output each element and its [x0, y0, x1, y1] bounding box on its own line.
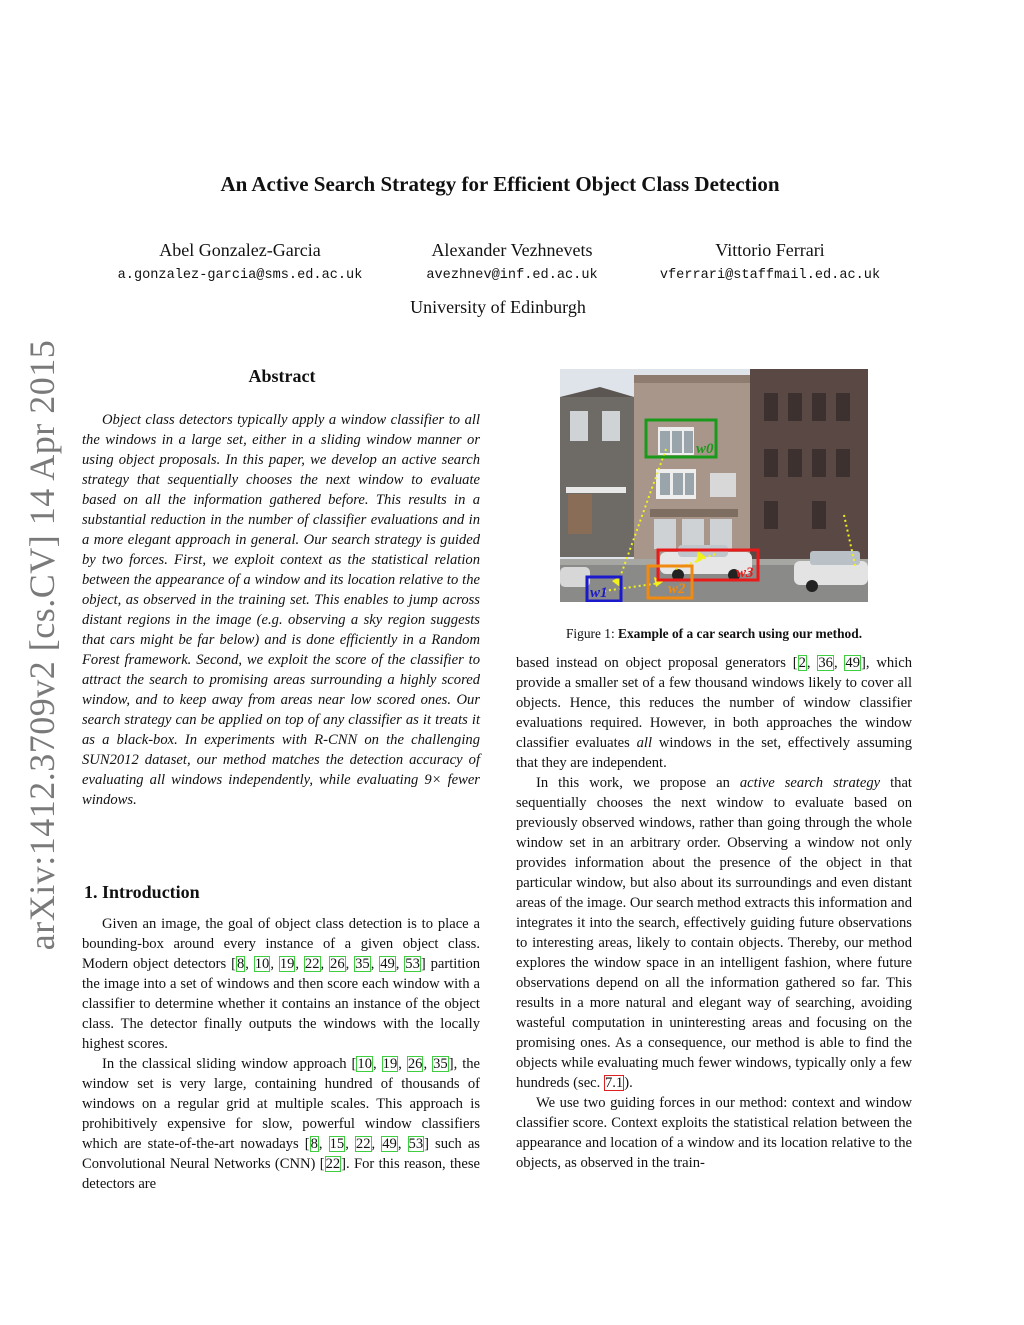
text-span: ]. For this reason, these detectors are	[82, 1156, 480, 1192]
porch-rail	[566, 487, 626, 493]
building-cornice	[634, 375, 750, 383]
caption-bold: Example of a car search using our method.	[618, 626, 863, 641]
text-span: In the classical sliding window approach [	[102, 1056, 357, 1072]
citation-link[interactable]: 19	[382, 1056, 398, 1072]
window-pane	[812, 393, 826, 421]
text-span: based instead on object proposal generators [	[516, 655, 798, 671]
text-span: ], which provide a smaller set of a few thousand windows likely to cover all objects. Hence, this reduces the number of window classifier evaluations required. However, in both approaches the window classifier evaluates	[516, 655, 913, 751]
window-pane	[764, 393, 778, 421]
window-pane	[710, 473, 736, 497]
author-email-1: a.gonzalez-garcia@sms.ed.ac.uk	[117, 268, 363, 283]
window-pane	[812, 501, 826, 529]
citation-link[interactable]: 49	[845, 655, 861, 671]
window-pane	[710, 519, 732, 549]
section-ref-link[interactable]: 7.1	[604, 1075, 624, 1091]
window-pane	[570, 411, 588, 441]
author-name-1: Abel Gonzalez-Garcia	[159, 240, 321, 260]
citation-link[interactable]: 53	[408, 1136, 424, 1152]
window-pane	[764, 449, 778, 477]
label-w2: w2	[668, 581, 686, 597]
intro-right-column	[516, 653, 912, 1173]
intro-paragraph-1: Given an image, the goal of object class detection is to place a bounding-box around every instance of a given object class. Modern object detectors [8, 10, 19, 22, 26, 35, 49, 53] partition the image into a set of windows and then score each window with a classifier to determine whether it contains an instance of the object class. The detector finally outputs the windows with the locally highest scores.	[82, 916, 481, 1052]
window-pane	[788, 393, 802, 421]
citation-link[interactable]: 26	[330, 956, 345, 972]
emphasis: active search strategy	[739, 775, 881, 791]
label-w0: w0	[696, 441, 714, 457]
figure-car-search	[560, 369, 868, 602]
affiliation: University of Edinburgh	[410, 297, 586, 317]
window-pane	[764, 501, 778, 529]
car-wheel	[806, 580, 818, 592]
citation-link[interactable]: 49	[382, 1136, 397, 1152]
intro-paragraph-4	[516, 773, 912, 1093]
figure-caption	[516, 626, 912, 642]
abstract-text: Object class detectors typically apply a window classifier to all the windows in a large set, either in a sliding window manner or using object proposals. In this paper, we develop an active search strategy that sequentially chooses the next window to evaluate based on all the information gathered before. This results in a substantial reduction in the number of classifier evaluations and in a more elegant approach in general. Our search strategy is guided by two forces. First, we exploit context as the statistical relation between the appearance of a window and its location relative to the object, as observed in the training set. This enables to jump across distant regions in the image (e.g. observing a sky region suggests that cars might be far below) and is done efficiently in a Random Forest framework. Second, we exploit the score of the classifier to attract the search to promising areas surrounding a highly scored window, and to keep away from areas near low scored ones. Our search strategy can be applied on top of any classifier as it treats it as a black-box. In experiments with R-CNN on the challenging SUN2012 dataset, our method matches the detection accuracy of evaluating all windows independently, while evaluating 9× fewer windows.	[82, 412, 480, 808]
window-pane	[660, 473, 670, 495]
text-span: ] partition the image into a set of windows and then score each window with a classifier to determine whether it contains an instance of the object class. The detector finally outputs the windows with the locally highest scores.	[82, 956, 481, 1052]
citation-link[interactable]: 8	[310, 1136, 318, 1152]
author-email-2: avezhnev@inf.ed.ac.uk	[426, 268, 598, 283]
section-heading-introduction: 1. Introduction	[84, 882, 200, 902]
citation-link[interactable]: 36	[818, 655, 833, 671]
caption-prefix: Figure 1:	[565, 626, 619, 641]
citation-link[interactable]: 22	[355, 1136, 371, 1152]
text-span: ], the window set is very large, containing hundred of thousands of windows on a regular grid at multiple scales. This approach is prohibitively expensive for slow, powerful window classifiers which are state-of-the-art nowadays [	[82, 1056, 481, 1152]
citation-link[interactable]: 2	[798, 655, 806, 671]
car-window	[810, 551, 860, 565]
intro-left-column	[82, 914, 480, 1194]
intro-paragraph-2: In the classical sliding window approach [10, 19, 26, 35], the window set is very large, containing hundred of thousands of windows on a regular grid at multiple scales. This approach is prohibitively expensive for slow, powerful window classifiers which are state-of-the-art nowadays [8, 15, 22, 49, 53] such as Convolutional Neural Networks (CNN) [22]. For this reason, these detectors are	[82, 1056, 481, 1192]
porch-wall	[568, 494, 592, 534]
window-pane	[654, 519, 676, 549]
citation-link[interactable]: 10	[357, 1056, 372, 1072]
window-pane	[672, 431, 682, 453]
citation-link[interactable]: 8	[236, 956, 245, 972]
citation-link[interactable]: 22	[304, 956, 320, 972]
window-pane	[682, 519, 704, 549]
text-span: windows in the set, effectively assuming that they are independent.	[516, 735, 912, 771]
window-pane	[684, 431, 693, 453]
author-email-3: vferrari@staffmail.ed.ac.uk	[659, 268, 881, 283]
author-name-2: Alexander Vezhnevets	[431, 240, 593, 260]
window-pane	[812, 449, 826, 477]
arxiv-identifier: arXiv:1412.3709v2 [cs.CV] 14 Apr 2015	[22, 339, 62, 951]
paper-title: An Active Search Strategy for Efficient Object Class Detection	[220, 172, 780, 196]
label-w3: w3	[736, 565, 754, 581]
emphasis: all	[636, 735, 653, 751]
window-pane	[685, 473, 694, 495]
label-w1: w1	[590, 585, 608, 601]
citation-link[interactable]: 26	[407, 1056, 423, 1072]
text-span: ] such as Convolutional Neural Networks (CNN) [	[82, 1136, 480, 1172]
citation-link[interactable]: 53	[405, 956, 420, 972]
text-span: that sequentially chooses the next window to evaluate based on previously observed windows, rather than going through the whole window set in an arbitrary order. Observing a window not only provides information about the presence of the object in that particular window, but also about its surroundings and even distant areas of the image. Our search method extracts this information and integrates it into the search, effectively guiding future observations to interesting areas, likely to contain objects. Thereby, our method explores the window space in an intelligent fashion, where future observations depend on all the information gathered so far. This results in a more natural and elegant way of searching, avoiding wasteful computation in uninteresting areas and focusing on the promising ones. As a consequence, our method is able to find the objects while evaluating much fewer windows, typically only a few hundreds (sec.	[516, 775, 912, 1091]
citation-link[interactable]: 49	[380, 956, 395, 972]
window-pane	[836, 393, 850, 421]
text-span: ).	[624, 1075, 633, 1091]
citation-link[interactable]: 35	[433, 1056, 448, 1072]
citation-link[interactable]: 35	[355, 956, 370, 972]
window-pane	[602, 411, 620, 441]
intro-paragraph-3: based instead on object proposal generators [2, 36, 49], which provide a smaller set of a few thousand windows likely to cover all objects. Hence, this reduces the number of window classifier evaluations required. However, in both approaches the window classifier evaluates all windows in the set, effectively assuming that they are independent.	[516, 655, 913, 771]
ledge	[650, 509, 738, 517]
citation-link[interactable]: 10	[254, 956, 270, 972]
window-pane	[836, 449, 850, 477]
citation-link[interactable]: 15	[329, 1136, 345, 1152]
citation-link[interactable]: 19	[279, 956, 295, 972]
window-pane	[673, 473, 683, 495]
window-pane	[788, 449, 802, 477]
text-span: In this work, we propose an	[536, 775, 740, 791]
text-span: Given an image, the goal of object class detection is to place a bounding-box around every instance of a given object class. Modern object detectors [	[82, 916, 480, 972]
intro-paragraph-5: We use two guiding forces in our method: context and window classifier score. Context exploits the statistical relation between the appearance and location of a window and its location relative to the objects, as observed in the train-	[516, 1095, 912, 1171]
abstract-body	[82, 410, 480, 810]
citation-link[interactable]: 22	[325, 1156, 341, 1172]
abstract-heading: Abstract	[248, 366, 316, 386]
author-name-3: Vittorio Ferrari	[715, 240, 825, 260]
figure-image	[560, 369, 868, 602]
